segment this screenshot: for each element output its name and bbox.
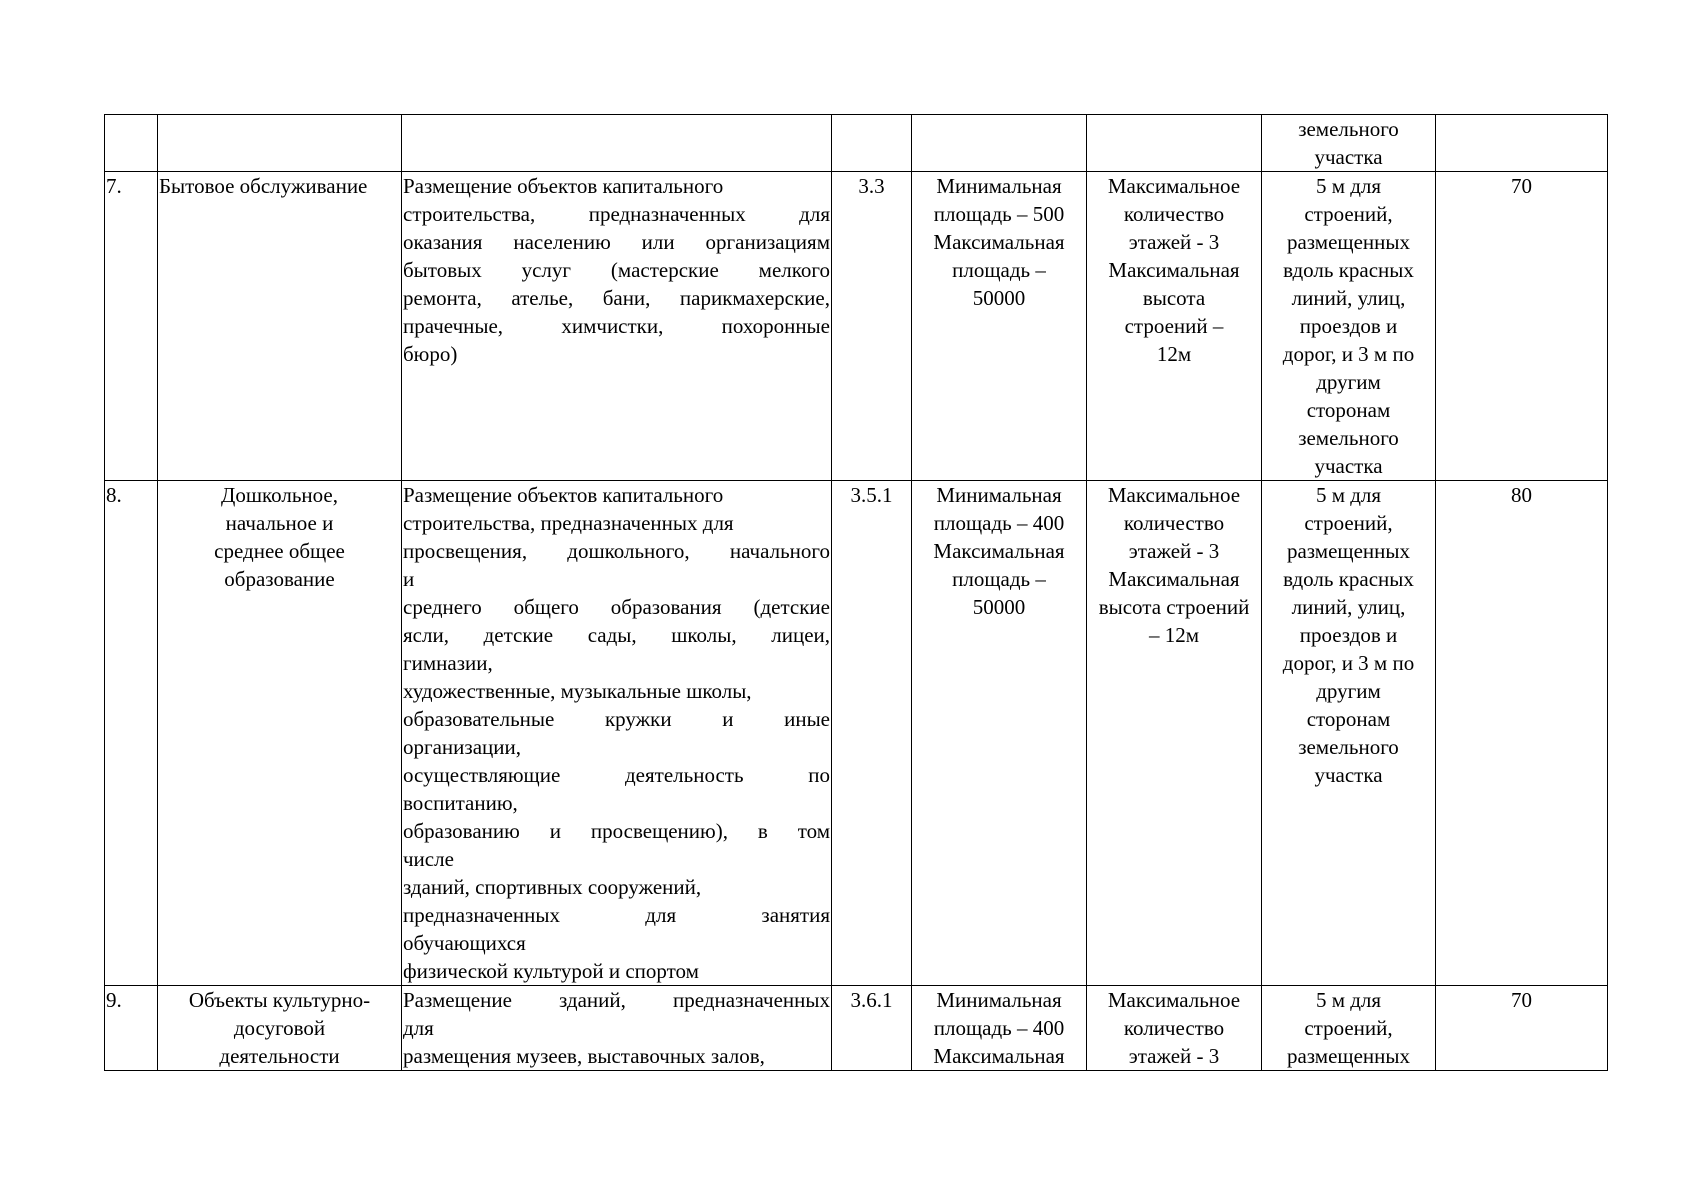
table-row <box>105 172 1608 481</box>
cell-name <box>158 115 402 172</box>
land-use-table <box>104 114 1608 1071</box>
cell-description <box>402 115 832 172</box>
cell-setback: 5 м для строений, размещенных вдоль красных линий, улиц, проездов и дорог, и 3 м по другим сторонам земельного участка <box>1262 481 1436 986</box>
cell-num: 8. <box>105 481 158 986</box>
cell-area: Минимальная площадь – 400 Максимальная <box>912 986 1087 1071</box>
cell-code: 3.5.1 <box>832 481 912 986</box>
cell-percent: 80 <box>1436 481 1608 986</box>
cell-floors: Максимальное количество этажей - 3 Максимальная высота строений – 12м <box>1087 172 1262 481</box>
cell-num: 9. <box>105 986 158 1071</box>
cell-description: Размещение объектов капитального строительства, предназначенных для просвещения, дошкольного, начального и среднего общего образования (детские ясли, детские сады, школы, лицеи, гимназии, художественные, музыкальные школы, образовательные кружки и иные организации, осуществляющие деятельность по воспитанию, образованию и просвещению), в том числе зданий, спортивных сооружений, предназначенных для занятия обучающихся физической культурой и спортом <box>402 481 832 986</box>
table-row <box>105 986 1608 1071</box>
cell-name: Объекты культурно- досуговой деятельности <box>158 986 402 1071</box>
cell-floors: Максимальное количество этажей - 3 <box>1087 986 1262 1071</box>
cell-name: Дошкольное, начальное и среднее общее образование <box>158 481 402 986</box>
cell-floors <box>1087 115 1262 172</box>
cell-floors: Максимальное количество этажей - 3 Максимальная высота строений – 12м <box>1087 481 1262 986</box>
cell-num <box>105 115 158 172</box>
table-row <box>105 481 1608 986</box>
cell-code: 3.6.1 <box>832 986 912 1071</box>
cell-setback: 5 м для строений, размещенных <box>1262 986 1436 1071</box>
cell-area: Минимальная площадь – 500 Максимальная площадь – 50000 <box>912 172 1087 481</box>
cell-area <box>912 115 1087 172</box>
table-row-continuation <box>105 115 1608 172</box>
cell-description: Размещение зданий, предназначенных для размещения музеев, выставочных залов, <box>402 986 832 1071</box>
cell-percent: 70 <box>1436 986 1608 1071</box>
cell-code: 3.3 <box>832 172 912 481</box>
cell-num: 7. <box>105 172 158 481</box>
cell-area: Минимальная площадь – 400 Максимальная площадь – 50000 <box>912 481 1087 986</box>
cell-percent: 70 <box>1436 172 1608 481</box>
cell-name: Бытовое обслуживание <box>158 172 402 481</box>
cell-description: Размещение объектов капитального строительства, предназначенных для оказания населению или организациям бытовых услуг (мастерские мелкого ремонта, ателье, бани, парикмахерские, прачечные, химчистки, похоронные бюро) <box>402 172 832 481</box>
cell-setback: земельного участка <box>1262 115 1436 172</box>
cell-setback: 5 м для строений, размещенных вдоль красных линий, улиц, проездов и дорог, и 3 м по другим сторонам земельного участка <box>1262 172 1436 481</box>
cell-percent <box>1436 115 1608 172</box>
cell-code <box>832 115 912 172</box>
